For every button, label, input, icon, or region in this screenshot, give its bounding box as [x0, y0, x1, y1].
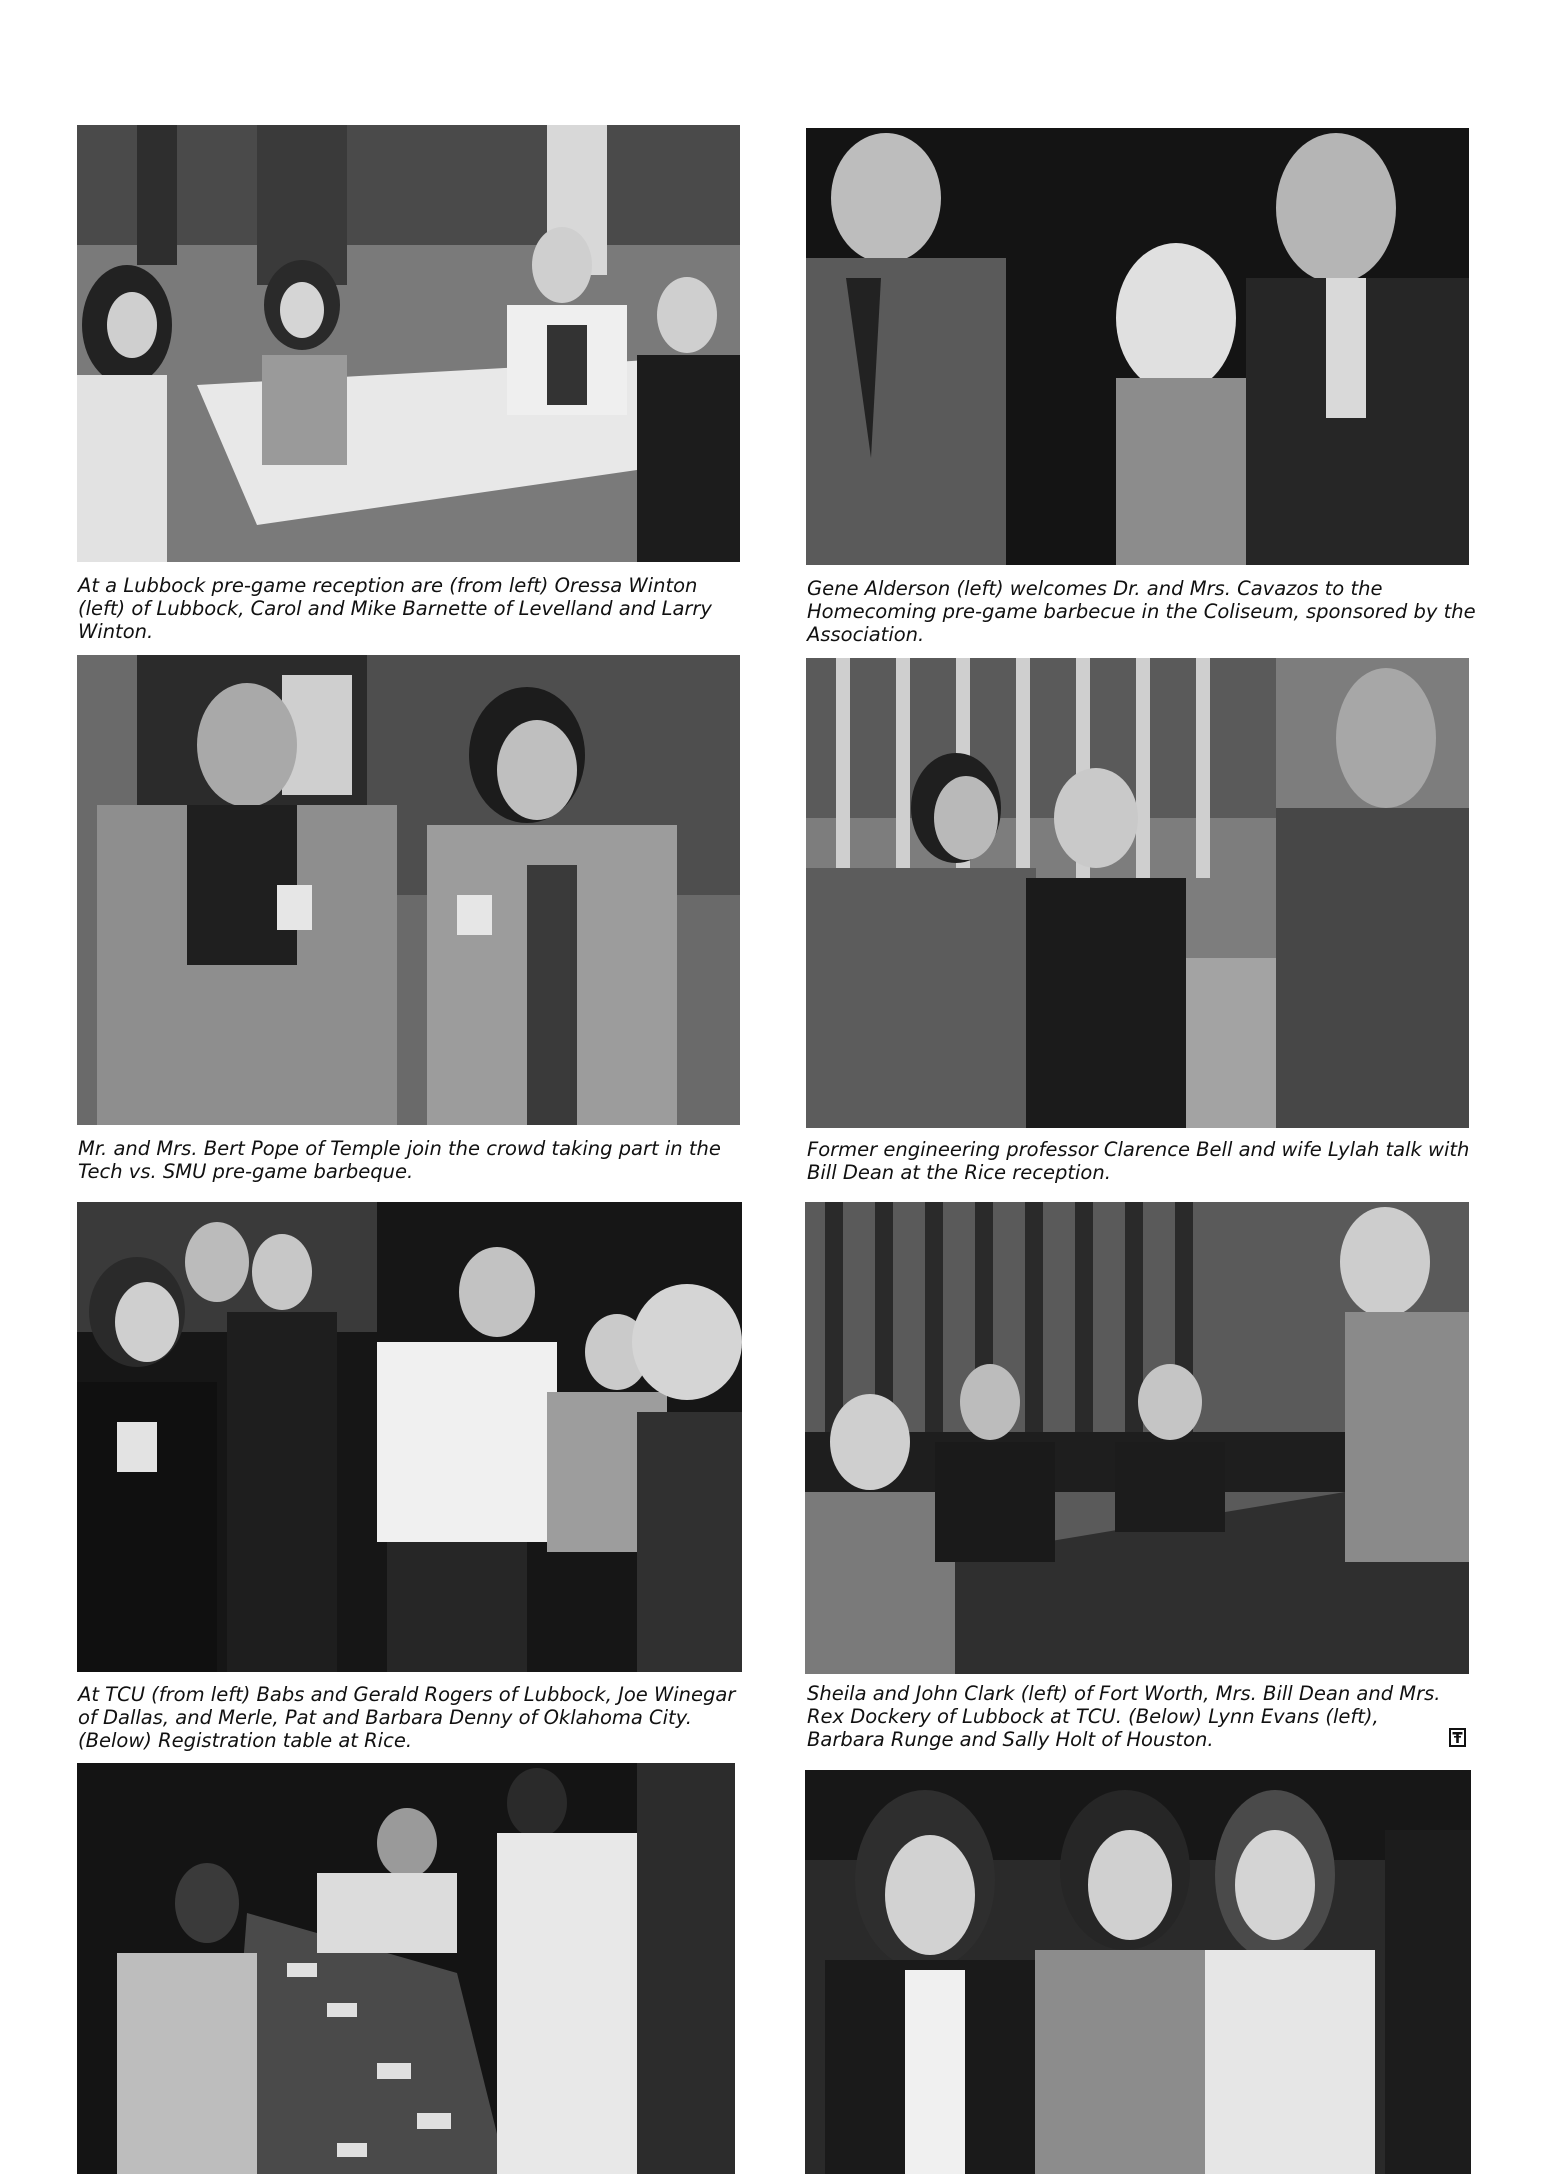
clark-dockery-caption: Sheila and John Clark (left) of Fort Worth, Mrs. Bill Dean and Mrs. Rex Dockery of Lubbock at TCU. (Below) Lynn Evans (left), Barbara Runge and Sally Holt of Houston.: [807, 1682, 1441, 1751]
tcu-group-caption: At TCU (from left) Babs and Gerald Rogers of Lubbock, Joe Winegar of Dallas, and Merle, Pat and Barbara Denny of Oklahoma City. (Below) Registration table at Rice.: [78, 1683, 736, 1752]
homecoming-barbecue-caption: Gene Alderson (left) welcomes Dr. and Mrs. Cavazos to the Homecoming pre-game barbecue in the Coliseum, sponsored by the Association.: [807, 577, 1476, 646]
clark-dockery-photo: [805, 1202, 1469, 1674]
tech-logo-icon: [1449, 1728, 1466, 1747]
three-women-photo: [805, 1770, 1471, 2174]
pope-couple-photo: [77, 655, 740, 1125]
rice-reception-photo: [806, 658, 1469, 1128]
tcu-group-photo: [77, 1202, 742, 1672]
lubbock-reception-photo: [77, 125, 740, 562]
registration-table-photo: [77, 1763, 735, 2174]
rice-reception-caption: Former engineering professor Clarence Bell and wife Lylah talk with Bill Dean at the Rice reception.: [807, 1138, 1470, 1184]
homecoming-barbecue-photo: [806, 128, 1469, 565]
lubbock-reception-caption: At a Lubbock pre-game reception are (from left) Oressa Winton (left) of Lubbock, Carol and Mike Barnette of Levelland and Larry Winton.: [78, 574, 712, 643]
pope-couple-caption: Mr. and Mrs. Bert Pope of Temple join the crowd taking part in the Tech vs. SMU pre-game barbeque.: [78, 1137, 721, 1183]
